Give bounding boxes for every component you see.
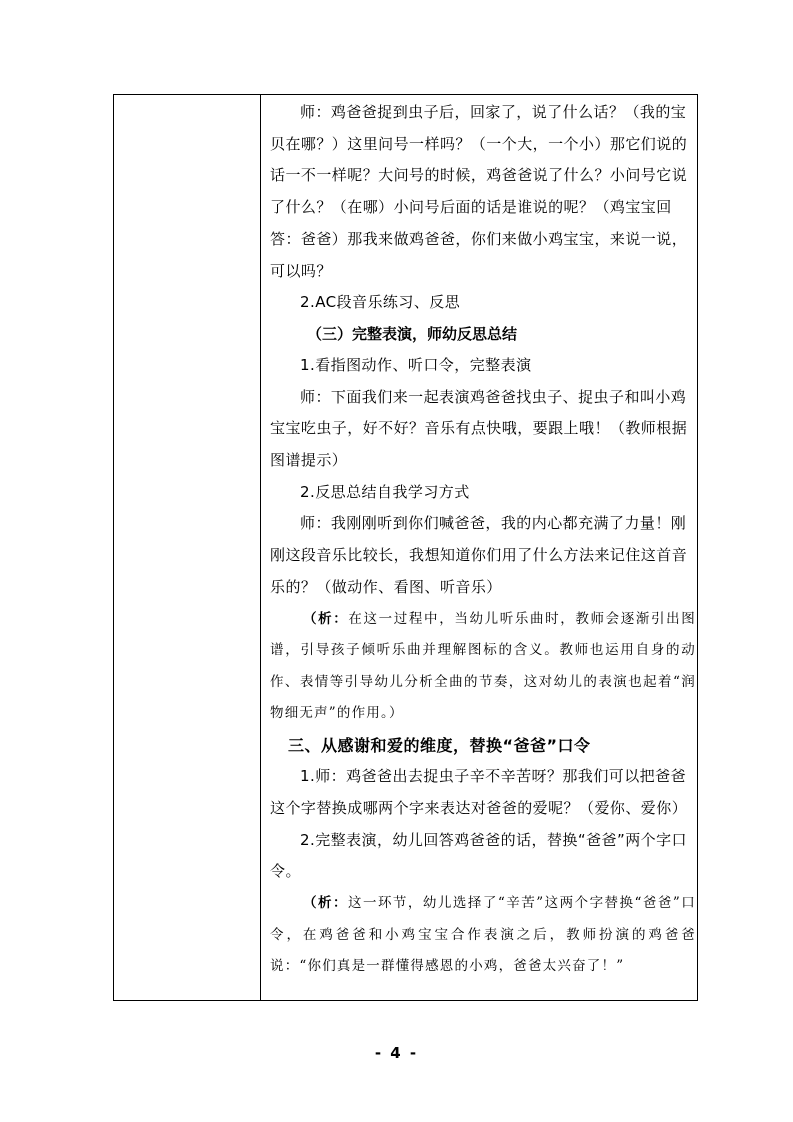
page-number: - 4 - — [374, 1044, 419, 1062]
paragraph-teacher-perform: 师：下面我们来一起表演鸡爸爸找虫子、捉虫子和叫小鸡宝宝吃虫子，好不好？音乐有点快哦，要跟上哦！（教师根据图谱提示） — [270, 387, 688, 470]
paragraph-teacher-reflect: 师：我刚刚听到你们喊爸爸，我的内心都充满了力量！刚刚这段音乐比较长，我想知道你们用了什么方法来记住这首音乐的？（做动作、看图、听音乐） — [270, 514, 688, 596]
analysis-label: （析： — [303, 895, 348, 912]
analysis-text: 这一环节，幼儿选择了“辛苦”这两个字替换“爸爸”口令，在鸡爸爸和小鸡宝宝合作表演之后，教师扮演的鸡爸爸说：“你们真是一群懂得感恩的小鸡，爸爸太兴奋了！” — [270, 895, 696, 975]
paragraph-replace-word: 1.师：鸡爸爸出去捉虫子辛不辛苦呀？那我们可以把爸爸这个字替换成哪两个字来表达对爸爸的爱呢？（爱你、爱你） — [270, 767, 688, 817]
section-heading-gratitude: 三、从感谢和爱的维度，替换“爸爸”口令 — [288, 735, 591, 755]
paragraph-full-performance-answer: 2.完整表演，幼儿回答鸡爸爸的话，替换“爸爸”两个字口令。 — [270, 830, 688, 881]
paragraph-step-perform: 1.看指图动作、听口令，完整表演 — [300, 355, 532, 374]
paragraph-step-reflect: 2.反思总结自我学习方式 — [300, 482, 470, 501]
lesson-content-cell — [270, 97, 696, 983]
analysis-text: 在这一过程中，当幼儿听乐曲时，教师会逐渐引出图谱，引导孩子倾听乐曲并理解图标的含义。教师也运用自身的动作、表情等引导幼儿分析全曲的节奏，这对幼儿的表演也起着“润物细无声”的作用。） — [270, 610, 696, 722]
paragraph-ac-practice: 2.AC段音乐练习、反思 — [300, 293, 461, 312]
analysis-label: （析： — [303, 610, 349, 627]
lesson-table — [113, 94, 698, 1001]
analysis-note-1 — [270, 604, 696, 730]
section-heading-full-performance: （三）完整表演，师幼反思总结 — [307, 324, 518, 343]
paragraph-teacher-question: 师：鸡爸爸捉到虫子后，回家了，说了什么话？（我的宝贝在哪？）这里问号一样吗？（一个大，一个小）那它们说的话一不一样呢？大问号的时候，鸡爸爸说了什么？小问号它说了什么？（在哪）小问号后面的话是谁说的呢？（鸡宝宝回答：爸爸）那我来做鸡爸爸，你们来做小鸡宝宝，来说一说，可以吗？ — [270, 103, 688, 280]
column-divider — [260, 95, 261, 1000]
analysis-note-2 — [270, 888, 696, 983]
